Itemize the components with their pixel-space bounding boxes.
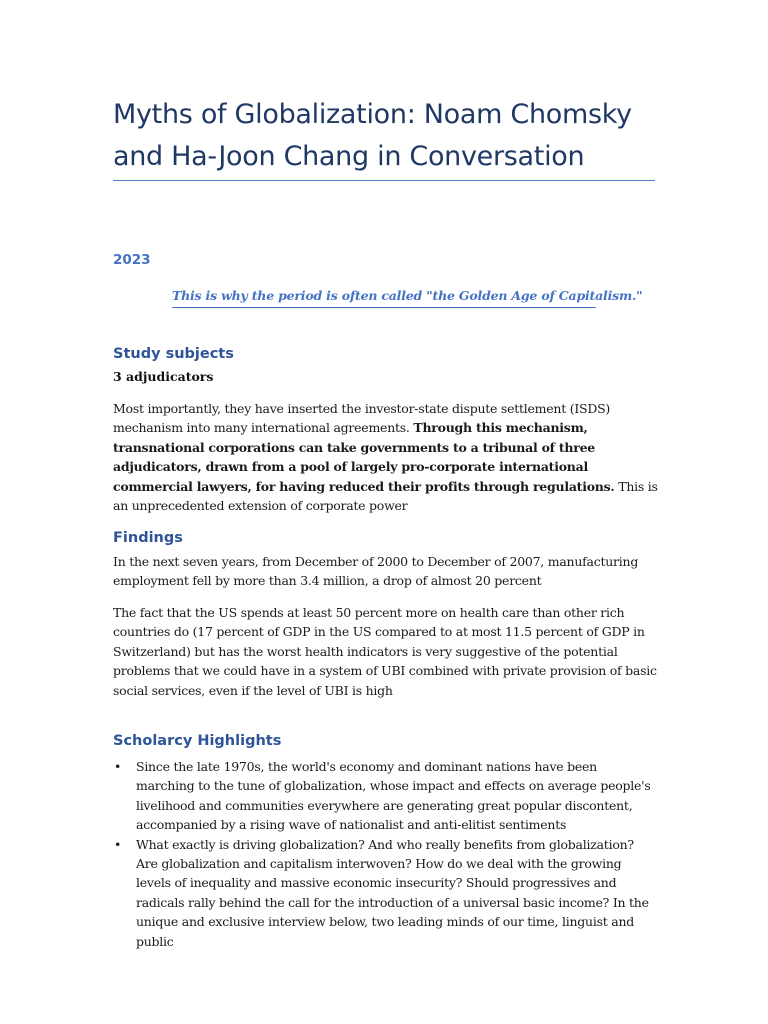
study-subjects-heading: Study subjects	[113, 346, 234, 362]
pull-quote: This is why the period is often called "the Golden Age of Capitalism."	[172, 288, 596, 308]
findings-heading: Findings	[113, 530, 183, 546]
list-item-text: Since the late 1970s, the world's economy and dominant nations have been marching to the tune of globalization, whose impact and effects on average people's livelihood and communities everywhere are generating great popular discontent, accompanied by a rising wave of nationalist and anti-elitist sentiments	[136, 759, 651, 833]
list-item	[113, 757, 658, 835]
findings-paragraph-1: In the next seven years, from December of 2000 to December of 2007, manufacturing employment fell by more than 3.4 million, a drop of almost 20 percent	[113, 554, 639, 589]
study-subjects-text-1: Most importantly, they have inserted the investor-state dispute settlement (ISDS) mechanism into many international agreements.	[113, 401, 611, 436]
title-underline	[113, 180, 655, 181]
publication-year: 2023	[113, 252, 151, 268]
list-item	[113, 835, 658, 951]
study-subjects-text-bold: Through this mechanism, transnational corporations can take governments to a tribunal of three adjudicators, drawn from a pool of largely pro-corporate international commercial lawyers, for having reduced their profits through regulations.	[113, 420, 615, 494]
study-subjects-paragraph	[113, 399, 658, 515]
highlights-heading: Scholarcy Highlights	[113, 733, 282, 749]
list-item-text: What exactly is driving globalization? And who really benefits from globalization? Are globalization and capitalism interwoven? How do we deal with the growing levels of inequality and massive economic insecurity? Should progressives and radicals rally behind the call for the introduction of a universal basic income? In the unique and exclusive interview below, two leading minds of our time, linguist and public	[136, 836, 649, 949]
study-subjects-text-2: This is an unprecedented extension of corporate power	[113, 478, 658, 514]
bullet-icon: •	[114, 759, 122, 774]
study-subjects-subheading: 3 adjudicators	[113, 369, 214, 384]
bullet-icon: •	[114, 836, 122, 852]
findings-paragraph-2: The fact that the US spends at least 50 percent more on health care than other rich countries do (17 percent of GDP in the US compared to at most 11.5 percent of GDP in Switzerland) but has the worst health indicators is very suggestive of the potential problems that we could have in a system of UBI combined with private provision of basic social services, even if the level of UBI is high	[113, 605, 657, 698]
highlights-list	[113, 757, 658, 951]
document-title: Myths of Globalization: Noam Chomsky and Ha-Joon Chang in Conversation	[113, 99, 632, 172]
